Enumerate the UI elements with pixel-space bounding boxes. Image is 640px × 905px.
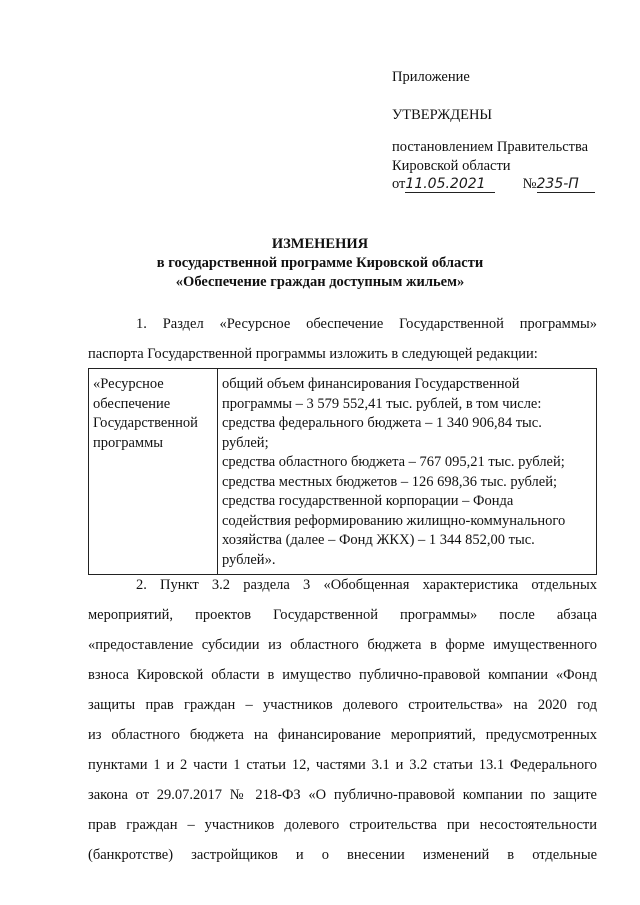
item2-line: 2. Пункт 3.2 раздела 3 «Обобщенная характеристика отдельных [136,577,597,593]
appendix-label: Приложение [392,69,470,85]
item2-line: (банкротстве) застройщиков и о внесении изменений в отдельные [88,847,597,863]
handwritten-date: 11.05.2021 [405,176,495,193]
doc-subtitle-2: «Обеспечение граждан доступным жильем» [175,274,465,290]
handwritten-number: 235-П [537,176,595,193]
table-cell-label: «Ресурсное обеспечение Государственной программы [89,369,218,575]
resource-table [88,368,597,575]
item2-line: мероприятий, проектов Государственной программы» после абзаца [88,607,597,623]
item2-paragraph [88,570,597,870]
approval-date-line [392,175,595,194]
item2-line: защиты прав граждан – участников долевого строительства» на 2020 год [88,697,597,713]
item1-line-2: паспорта Государственной программы изложить в следующей редакции: [88,346,538,362]
item2-line: «предоставление субсидии из областного бюджета в форме имущественного [88,637,597,653]
number-prefix: № [522,176,537,192]
item2-line: взноса Кировской области в имущество публично-правовой компании «Фонд [88,667,597,683]
item2-line: из областного бюджета на финансирование мероприятий, предусмотренных [88,727,597,743]
table-cell-value: общий объем финансирования Государственной программы – 3 579 552,41 тыс. рублей, в том числе: средства федерального бюджета – 1 340 906,84 тыс. рублей; средства областного бюджета – 767 095,21 тыс. рублей; средства местных бюджетов – 126 698,36 тыс. рублей; средства государственной корпорации – Фонда содействия реформированию жилищно-коммунального хозяйства (далее – Фонд ЖКХ) – 1 344 852,00 тыс. рублей». [218,369,597,575]
approval-line-2: Кировской области [392,158,511,174]
approved-label: УТВЕРЖДЕНЫ [392,107,493,123]
table-row [89,369,597,575]
item2-line: пунктами 1 и 2 части 1 статьи 12, частями 3.1 и 3.2 статьи 13.1 Федерального [88,757,597,773]
doc-title: ИЗМЕНЕНИЯ [271,236,369,252]
item2-line: прав граждан – участников долевого строительства при несостоятельности [88,817,597,833]
doc-subtitle-1: в государственной программе Кировской области [156,255,484,271]
item1-line-1: 1. Раздел «Ресурсное обеспечение Государственной программы» [136,316,597,332]
date-prefix: от [392,176,406,192]
approval-line-1: постановлением Правительства [392,139,589,155]
item2-line: закона от 29.07.2017 № 218-ФЗ «О публично-правовой компании по защите [88,787,597,803]
